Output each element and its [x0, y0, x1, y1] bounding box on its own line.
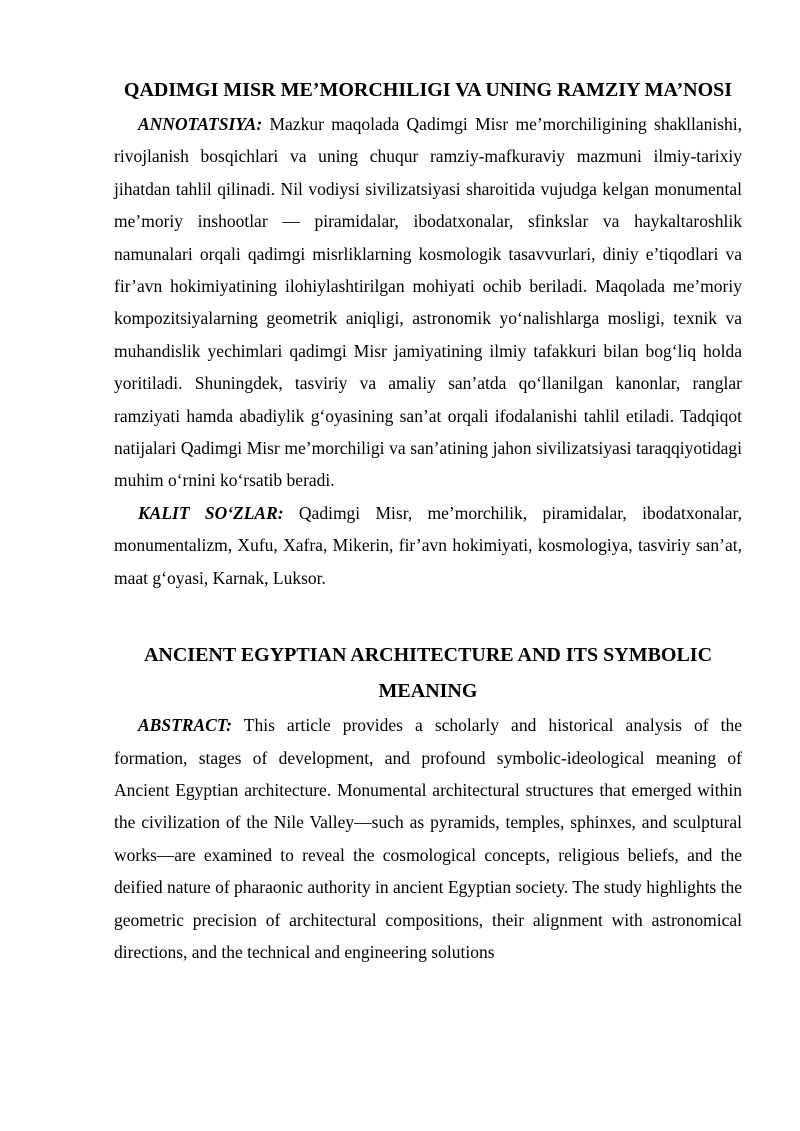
- uzbek-title: QADIMGI MISR ME’MORCHILIGI VA UNING RAMZIY MA’NOSI: [123, 79, 733, 101]
- abstract-text: This article provides a scholarly and historical analysis of the formation, stages of development, and profound symbolic-ideological meaning of Ancient Egyptian architecture. Monumental architectural structures that emerged within the civilization of the Nile Valley—such as pyramids, temples, sphinxes, and sculptural works—are examined to reveal the cosmological concepts, religious beliefs, and the deified nature of pharaonic authority in ancient Egyptian society. The study highlights the geometric precision of architectural compositions, their alignment with astronomical directions, and the technical and engineering solutions: [114, 715, 743, 962]
- keywords-label: KALIT SO‘ZLAR:: [138, 502, 284, 523]
- abstract-label: ABSTRACT:: [138, 715, 233, 736]
- english-title: ANCIENT EGYPTIAN ARCHITECTURE AND ITS SYMBOLIC MEANING: [143, 644, 713, 703]
- keywords-text: Qadimgi Misr, me’morchilik, piramidalar, ibodatxonalar, monumentalizm, Xufu, Xafra, Mikerin, fir’avn hokimiyati, kosmologiya, tasviriy san’at, maat g‘oyasi, Karnak, Luksor.: [114, 502, 742, 588]
- uzbek-annotation-paragraph: [114, 108, 742, 497]
- document-page: [114, 0, 742, 968]
- english-abstract-paragraph: [114, 709, 742, 968]
- uzbek-keywords-paragraph: [114, 497, 742, 594]
- annotation-label: ANNOTATSIYA:: [138, 114, 263, 134]
- annotation-text: Mazkur maqolada Qadimgi Misr me’morchiligining shakllanishi, rivojlanish bosqichlari va uning chuqur ramziy-mafkuraviy mazmuni ilmiy-tarixiy jihatdan tahlil qilinadi. Nil vodiysi sivilizatsiyasi sharoitida vujudga kelgan monumental me’moriy inshootlar — piramidalar, ibodatxonalar, sfinkslar va haykaltaroshlik namunalari orqali qadimgi misrliklarning kosmologik tasavvurlari, diniy e’tiqodlari va fir’avn hokimiyatining ilohiylashtirilgan mohiyati ochib beriladi. Maqolada me’moriy kompozitsiyalarning geometrik aniqligi, astronomik yo‘nalishlarga mosligi, texnik va muhandislik yechimlari qadimgi Misr jamiyatining ilmiy tafakkuri bilan bog‘liq holda yoritiladi. Shuningdek, tasviriy va amaliy san’atda qo‘llanilgan kanonlar, ranglar ramziyati hamda abadiylik g‘oyasining san’at orqali ifodalanishi tahlil etiladi. Tadqiqot natijalari Qadimgi Misr me’morchiligi va san’atining jahon sivilizatsiyasi taraqqiyotidagi muhim o‘rnini ko‘rsatib beradi.: [114, 114, 742, 491]
